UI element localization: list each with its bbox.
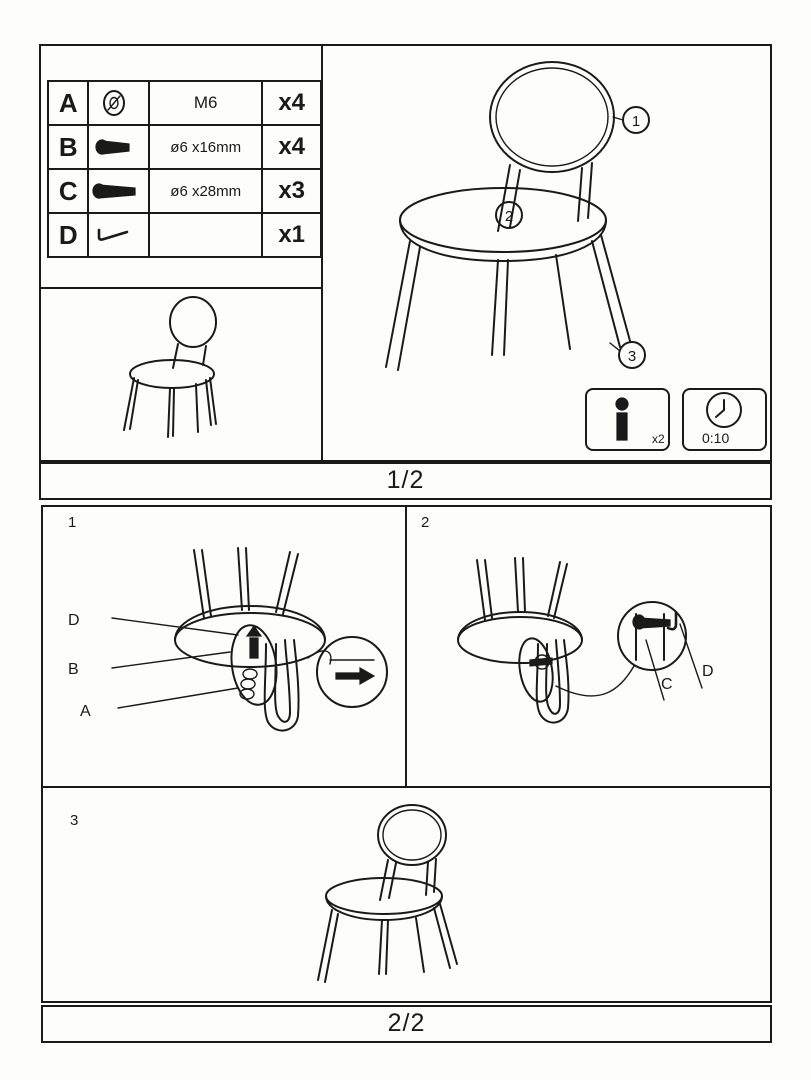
callout-2-label: 2 — [504, 208, 514, 225]
table-row — [48, 81, 321, 125]
page2-footer-label: 2/2 — [387, 1009, 426, 1037]
part-letter: B — [48, 125, 88, 169]
part-qty: x1 — [262, 213, 321, 257]
callout-1-label: 1 — [631, 113, 641, 130]
bolt-long-icon — [88, 169, 149, 213]
step-3-number: 3 — [70, 812, 79, 829]
part-qty: x4 — [262, 81, 321, 125]
chair-overview-illustration — [370, 55, 690, 385]
part-qty: x3 — [262, 169, 321, 213]
page1-footer-label: 1/2 — [386, 466, 425, 494]
part-spec: ø6 x28mm — [149, 169, 262, 213]
table-row — [48, 213, 321, 257]
table-row — [48, 169, 321, 213]
part-spec: M6 — [149, 81, 262, 125]
step-1-number: 1 — [68, 514, 77, 531]
step-2-number: 2 — [421, 514, 430, 531]
step1-label-D: D — [68, 612, 80, 629]
callout-3-label: 3 — [627, 348, 637, 365]
bolt-short-icon — [88, 125, 149, 169]
allen-key-icon — [88, 213, 149, 257]
step2-label-D: D — [702, 663, 714, 680]
part-letter: D — [48, 213, 88, 257]
table-row — [48, 125, 321, 169]
time-badge-label: 0:10 — [702, 430, 730, 446]
step2-illustration — [430, 540, 750, 780]
part-spec: ø6 x16mm — [149, 125, 262, 169]
step1-label-A: A — [80, 703, 91, 720]
part-letter: A — [48, 81, 88, 125]
part-letter: C — [48, 169, 88, 213]
chair-thumbnail — [110, 292, 270, 452]
step1-illustration — [90, 540, 400, 780]
step2-label-C: C — [661, 676, 673, 693]
step3-illustration — [300, 800, 520, 1000]
washer-icon — [88, 81, 149, 125]
part-qty: x4 — [262, 125, 321, 169]
step1-label-B: B — [68, 661, 79, 678]
people-badge-label: x2 — [652, 432, 665, 446]
parts-table — [47, 80, 322, 258]
part-spec — [149, 213, 262, 257]
